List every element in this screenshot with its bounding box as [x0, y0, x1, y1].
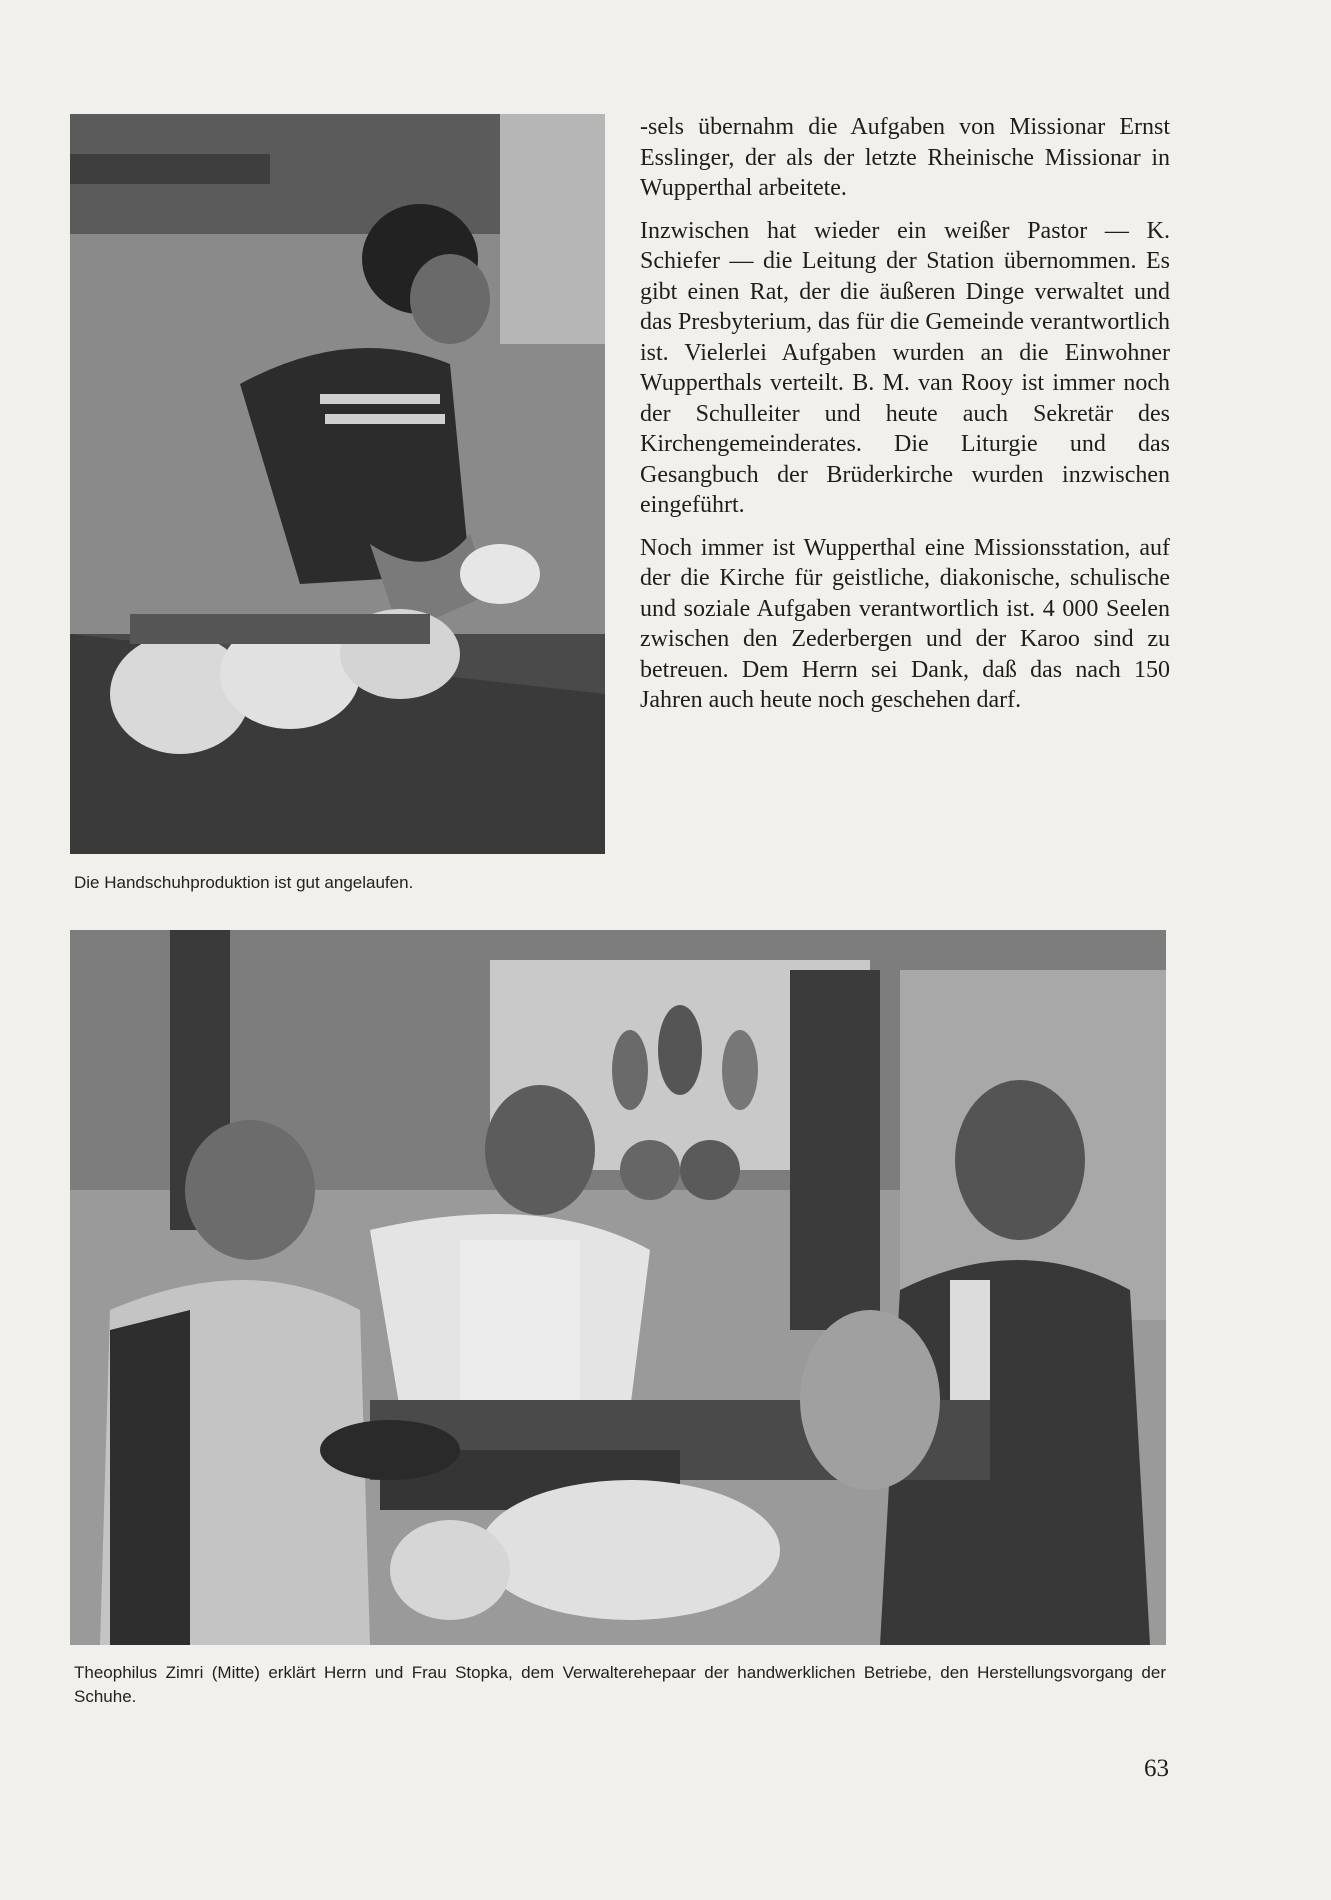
shoemaking-workshop-caption: Theophilus Zimri (Mitte) erklärt Herrn und Frau Stopka, dem Verwalterehepaar der handwerklichen Betriebe, den Herstellungsvorgang der Schuhe.	[74, 1663, 1166, 1706]
article-paragraph: Noch immer ist Wupperthal eine Missionsstation, auf der die Kirche für geistliche, diakonische, schulische und soziale Aufgaben verantwortlich ist. 4 000 Seelen zwischen den Zederbergen und der Karoo sind zu betreuen. Dem Herrn sei Dank, daß das nach 150 Jahren auch heute noch geschehen darf.	[640, 534, 1170, 713]
article-body	[640, 112, 1170, 728]
glove-production-photo	[70, 114, 605, 854]
article-paragraph: Inzwischen hat wieder ein weißer Pastor — K. Schiefer — die Leitung der Station übernommen. Es gibt einen Rat, der die äußeren Dinge verwaltet und das Presbyterium, das für die Gemeinde verantwortlich ist. Vielerlei Aufgaben wurden an die Einwohner Wupperthals verteilt. B. M. van Rooy ist immer noch der Schulleiter und heute auch Sekretär des Kirchengemeinderates. Die Liturgie und das Gesangbuch der Brüderkirche wurden inzwischen eingeführt.	[640, 217, 1170, 518]
page-number: 63	[1144, 1755, 1169, 1782]
article-paragraph: -sels übernahm die Aufgaben von Missionar Ernst Esslinger, der als der letzte Rheinische Missionar in Wupperthal arbeitete.	[640, 114, 1170, 201]
glove-production-caption: Die Handschuhproduktion ist gut angelaufen.	[74, 873, 414, 892]
shoemaking-workshop-photo	[70, 930, 1166, 1645]
